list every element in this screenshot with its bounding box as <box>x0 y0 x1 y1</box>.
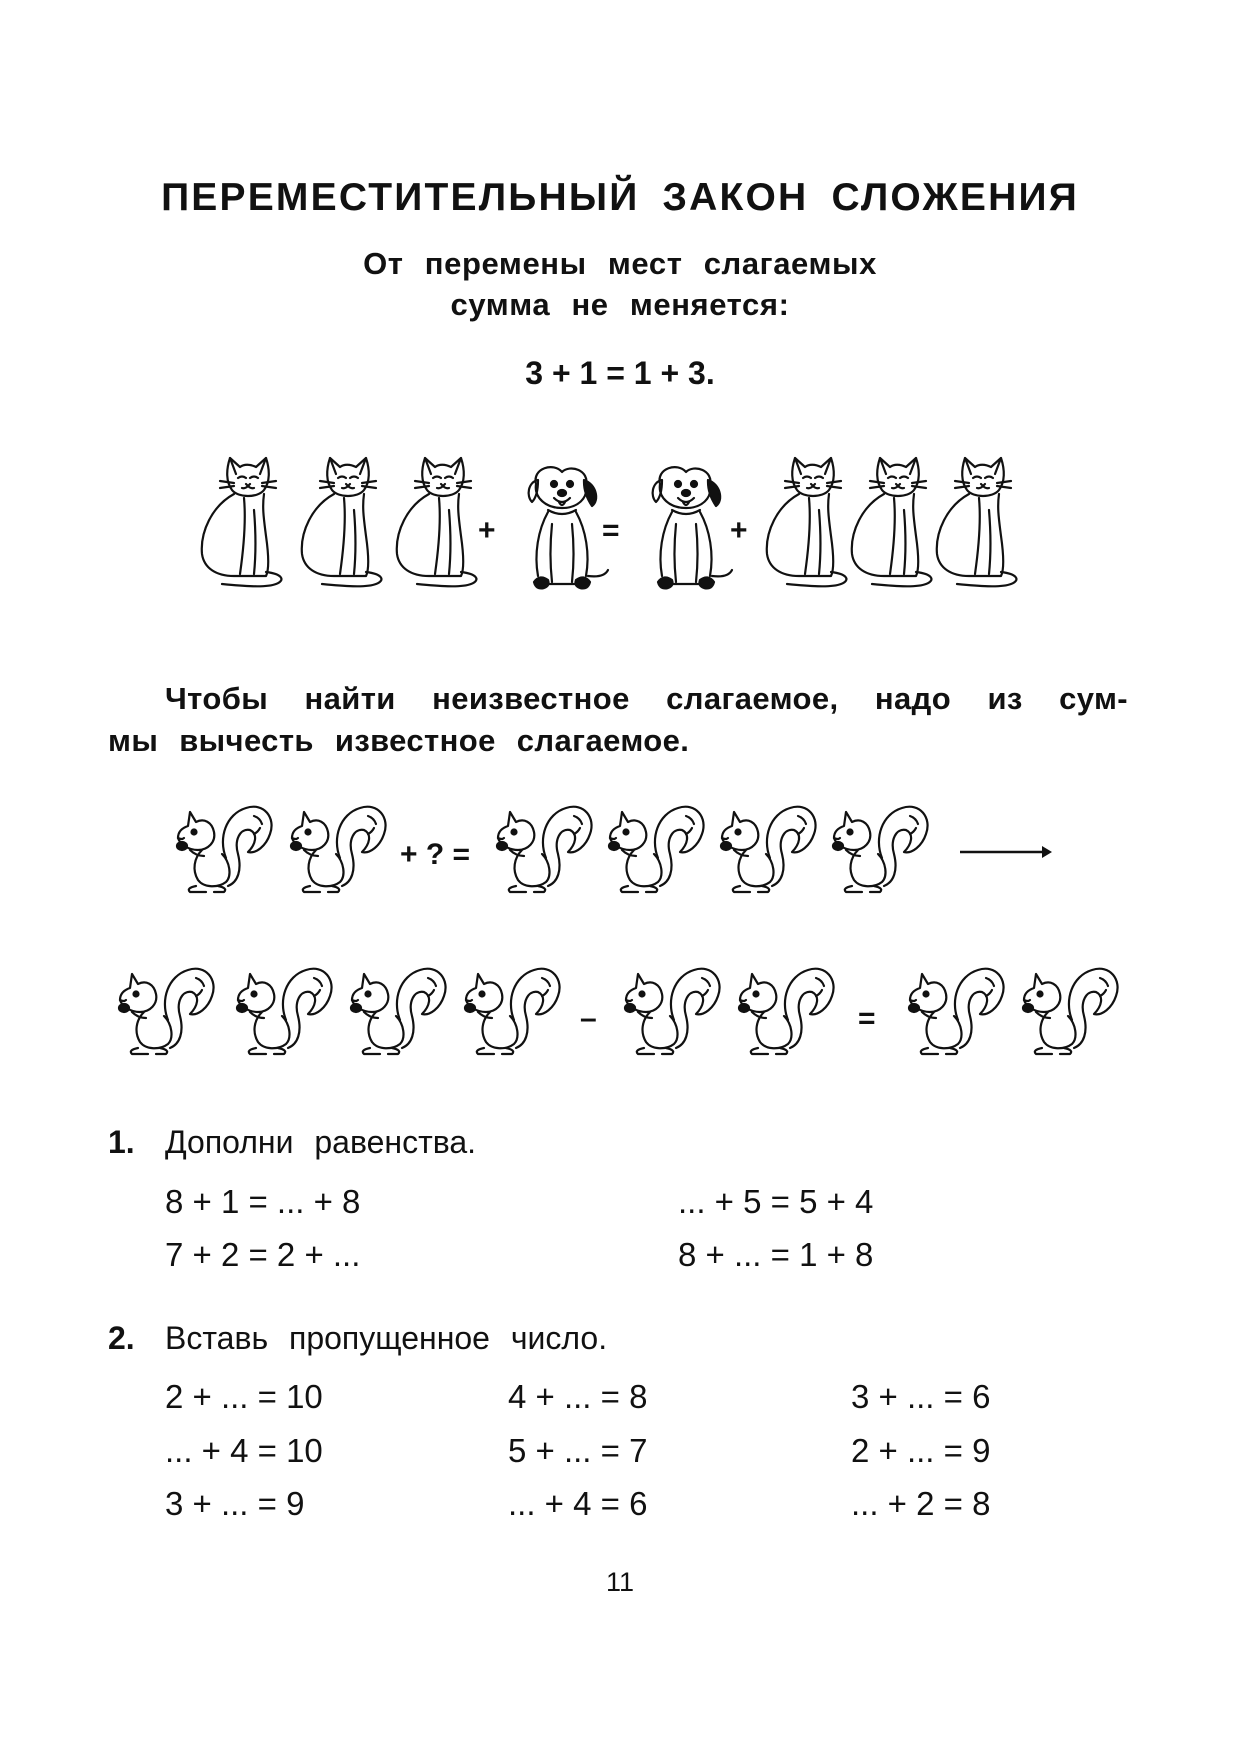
task-2-equation: ... + 2 = 8 <box>851 1485 991 1522</box>
task-1-equation: 8 + ... = 1 + 8 <box>678 1236 874 1273</box>
page-title: ПЕРЕМЕСТИТЕЛЬНЫЙ ЗАКОН СЛОЖЕНИЯ <box>161 176 1079 219</box>
squirrels-equation-1 <box>168 800 1068 910</box>
task-2-equation: 5 + ... = 7 <box>508 1432 648 1469</box>
page-number: 11 <box>605 1567 635 1597</box>
cat-icon <box>917 450 1027 600</box>
plus-sign: + <box>478 514 496 547</box>
task-1-equation: 7 + 2 = 2 + ... <box>165 1236 361 1273</box>
squirrel-icon <box>824 800 934 900</box>
paragraph-line-1: Чтобы найти неизвестное слагаемое, надо из сум- <box>165 681 1128 716</box>
task-1-text: Дополни равенства. <box>165 1124 477 1160</box>
task-2-heading <box>108 1320 607 1357</box>
equals-sign: = <box>602 514 620 547</box>
task-1-equation: 8 + 1 = ... + 8 <box>165 1183 361 1220</box>
squirrel-icon <box>600 800 710 900</box>
cat-icon <box>282 450 392 600</box>
task-2-equation: ... + 4 = 6 <box>508 1485 648 1522</box>
squirrel-icon <box>616 962 726 1062</box>
squirrel-icon <box>456 962 566 1062</box>
rule-line-2: сумма не меняется: <box>450 287 790 322</box>
formula: 3 + 1 = 1 + 3. <box>525 355 715 391</box>
arrow-right-icon <box>958 844 1054 860</box>
task-1-equation: ... + 5 = 5 + 4 <box>678 1183 874 1220</box>
task-2-equation: ... + 4 = 10 <box>165 1432 323 1469</box>
squirrel-icon <box>488 800 598 900</box>
dog-icon <box>504 464 614 604</box>
minus-sign: – <box>580 1002 597 1035</box>
squirrel-icon <box>342 962 452 1062</box>
squirrel-icon <box>168 800 278 900</box>
task-2-text: Вставь пропущенное число. <box>165 1320 608 1356</box>
task-2-equation: 3 + ... = 6 <box>851 1378 991 1415</box>
task-2-equation: 4 + ... = 8 <box>508 1378 648 1415</box>
equals-sign: = <box>858 1002 876 1035</box>
task-2-number: 2. <box>108 1320 135 1356</box>
cat-icon <box>182 450 292 600</box>
squirrel-icon <box>110 962 220 1062</box>
squirrel-icon <box>900 962 1010 1062</box>
task-1-number: 1. <box>108 1124 135 1160</box>
task-2-equation: 2 + ... = 9 <box>851 1432 991 1469</box>
dog-icon <box>628 464 738 604</box>
squirrel-icon <box>1014 962 1124 1062</box>
rule-line-1: От перемены мест слагаемых <box>363 246 877 281</box>
squirrels-equation-2 <box>110 962 1130 1072</box>
rule-paragraph <box>108 678 1128 762</box>
cats-dogs-illustration <box>182 450 1082 600</box>
plus-question-equals: + ? = <box>400 838 471 871</box>
cat-icon <box>377 450 487 600</box>
squirrel-icon <box>282 800 392 900</box>
task-2-equation: 2 + ... = 10 <box>165 1378 323 1415</box>
plus-sign: + <box>730 514 748 547</box>
squirrel-icon <box>228 962 338 1062</box>
squirrel-icon <box>712 800 822 900</box>
task-1-heading <box>108 1124 476 1161</box>
paragraph-line-2: мы вычесть известное слагаемое. <box>108 723 690 758</box>
squirrel-icon <box>730 962 840 1062</box>
task-2-equation: 3 + ... = 9 <box>165 1485 305 1522</box>
